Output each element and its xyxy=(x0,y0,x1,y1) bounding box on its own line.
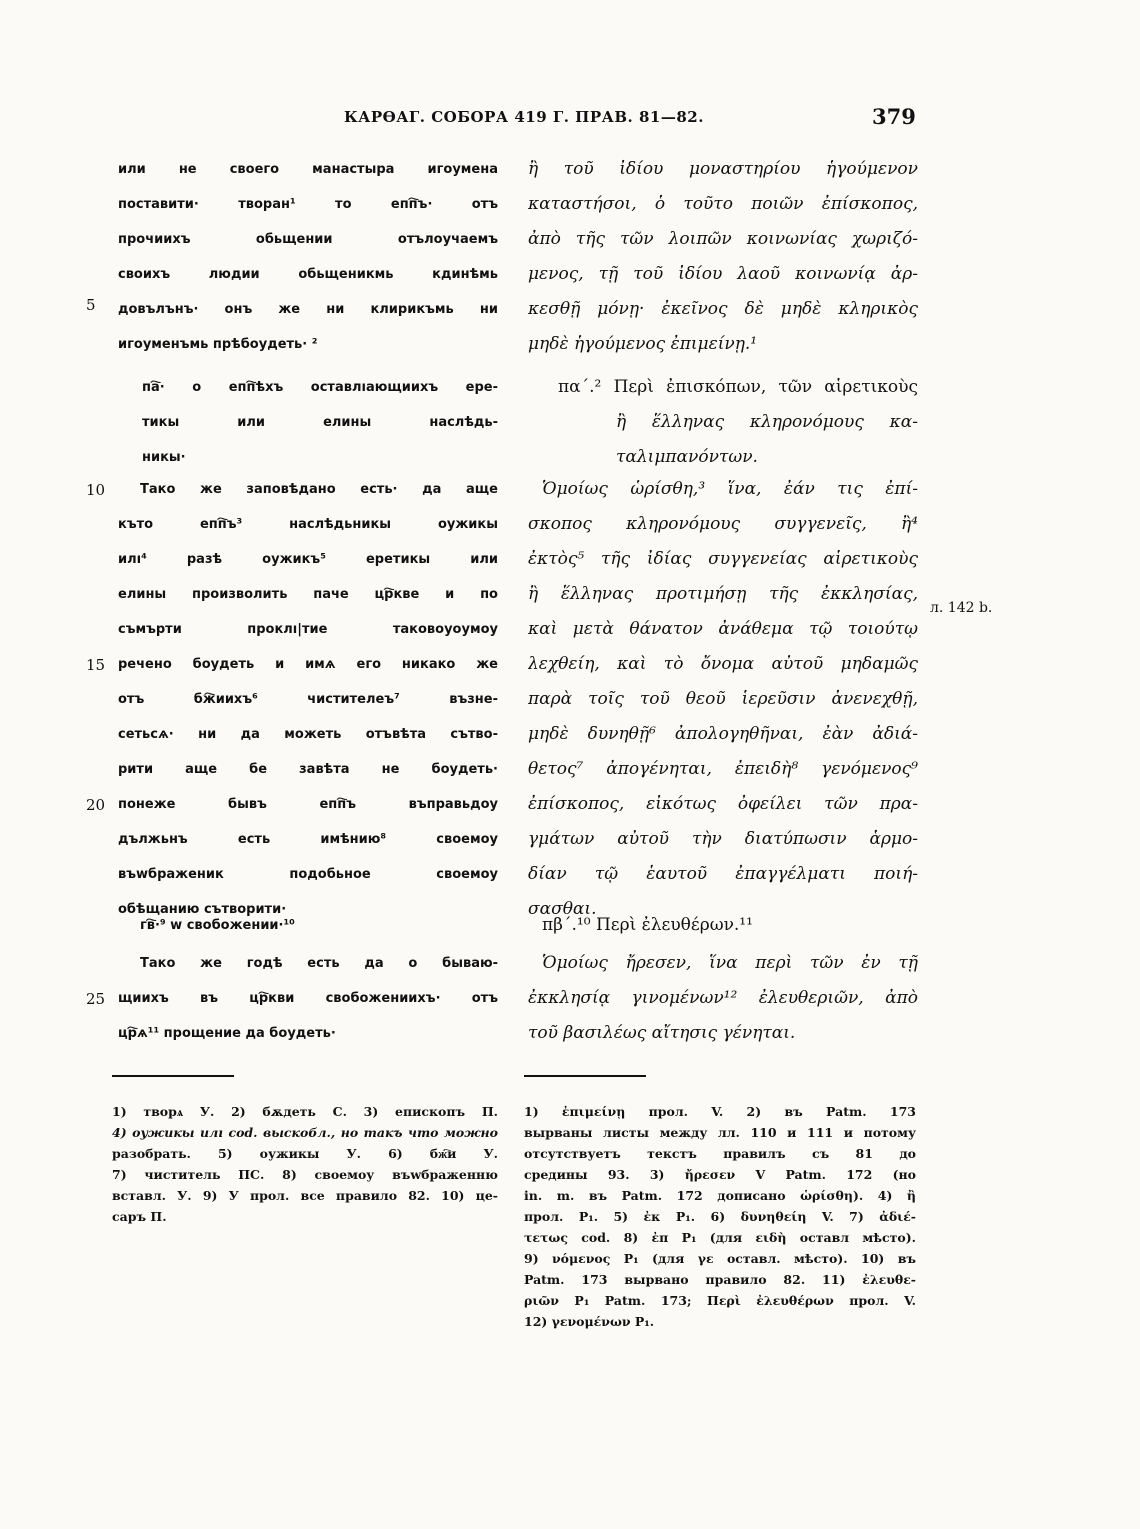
greek-line: λεχθείη, καὶ τὸ ὄνομα αὐτοῦ μηδαμῶς xyxy=(528,654,918,674)
slavonic-line: съмърти проклı|тие таковоуоумоу xyxy=(118,622,498,637)
slavonic-line: речено боудеть и имѧ его никако же xyxy=(118,657,498,672)
slavonic-line: илı⁴ разѣ оужикъ⁵ еретикы или xyxy=(118,552,498,567)
slavonic-line: поставити· творан¹ то епп҇ъ· отъ xyxy=(118,197,498,212)
footnote-line: τετως cod. 8) ἐπ P₁ (для ειδὴ оставл мѣсто). xyxy=(524,1230,916,1245)
slavonic-line: сетьсѧ· ни да можеть отъвѣта сътво- xyxy=(118,727,498,742)
greek-line: σασθαι. xyxy=(528,899,597,919)
slavonic-line: Тако же годѣ есть да о бываю- xyxy=(140,956,498,971)
slavonic-line: дължьнъ есть имѣнию⁸ своемоу xyxy=(118,832,498,847)
footnote-line: Patm. 173 вырвано правило 82. 11) ἐλευθε- xyxy=(524,1272,916,1287)
footnote-line: прол. P₁. 5) ἐκ P₁. 6) δυνηθείη V. 7) ἀδιέ- xyxy=(524,1209,916,1224)
greek-line: ἢ ἕλληνας προτιμήσῃ τῆς ἐκκλησίας, xyxy=(528,584,918,604)
slavonic-line: Тако же заповѣдано есть· да аще xyxy=(140,482,498,497)
footnote-line: in. m. въ Patm. 172 дописано ὡρίσθη). 4) ἢ xyxy=(524,1188,916,1203)
greek-line: θετος⁷ ἀπογένηται, ἐπειδὴ⁸ γενόμενος⁹ xyxy=(528,759,918,779)
greek-line: Ὁμοίως ὡρίσθη,³ ἵνα, ἐάν τις ἐπί- xyxy=(542,479,918,499)
slavonic-line: понеже бывъ епп҇ъ въправьдоу xyxy=(118,797,498,812)
footnote-line: отсутствуетъ текстъ правилъ съ 81 до xyxy=(524,1146,916,1161)
page-header xyxy=(0,104,1140,134)
line-number: 10 xyxy=(86,481,106,499)
footnote-line: разобрать. 5) оужикы У. 6) бж҇и У. xyxy=(112,1146,498,1161)
greek-line: κεσθῇ μόνῃ· ἐκεῖνος δὲ μηδὲ κληρικὸς xyxy=(528,299,918,319)
greek-line: ἐπίσκοπος, εἰκότως ὀφείλει τῶν πρα- xyxy=(528,794,918,814)
line-number: 5 xyxy=(86,296,96,314)
slavonic-line: довълънъ· онъ же ни клирикъмь ни xyxy=(118,302,498,317)
greek-line: ἐκκλησίᾳ γινομένων¹² ἐλευθεριῶν, ἀπὸ xyxy=(528,988,918,1008)
footnote-rule xyxy=(524,1075,646,1077)
greek-line: ἐκτὸς⁵ τῆς ἰδίας συγγενείας αἱρετικοὺς xyxy=(528,549,918,569)
footnote-line: 12) γενομένων P₁. xyxy=(524,1314,655,1329)
line-number: 25 xyxy=(86,990,106,1008)
footnote-rule xyxy=(112,1075,234,1077)
footnote-line: вырваны листы между лл. 110 и 111 и потому xyxy=(524,1125,916,1140)
greek-line: μηδὲ δυνηθῇ⁶ ἀπολογηθῆναι, ἐὰν ἀδιά- xyxy=(528,724,918,744)
slavonic-line: къто епп҇ъ³ наслѣдьникы оужикы xyxy=(118,517,498,532)
line-number: 20 xyxy=(86,796,106,814)
greek-line: καταστήσοι, ὁ τοῦτο ποιῶν ἐπίσκοπος, xyxy=(528,194,918,214)
slavonic-line: или не своего манастыра игоумена xyxy=(118,162,498,177)
line-number: 15 xyxy=(86,656,106,674)
greek-line: ἀπὸ τῆς τῶν λοιπῶν κοινωνίας χωριζό- xyxy=(528,229,918,249)
greek-line: τοῦ βασιλέως αἴτησις γένηται. xyxy=(528,1023,796,1043)
footnote-line: средины 93. 3) ἤρεσεν V Patm. 172 (но xyxy=(524,1167,916,1182)
slavonic-rule-heading: гв҇·⁹ w свобожении·¹⁰ xyxy=(140,918,295,933)
slavonic-rule-heading: тикы или елины наслѣдь- xyxy=(142,415,498,430)
slavonic-line: щиихъ въ цр҇кви свобожениихъ· отъ xyxy=(118,991,498,1006)
slavonic-rule-heading: никы· xyxy=(142,450,186,465)
slavonic-line: рити аще бе завѣта не боудеть· xyxy=(118,762,498,777)
folio-margin-note: л. 142 b. xyxy=(930,600,993,616)
footnote-line: ριῶν P₁ Patm. 173; Περὶ ἐλευθέρων прол. V. xyxy=(524,1293,916,1308)
slavonic-line: отъ бж҇иихъ⁶ чистителеъ⁷ възне- xyxy=(118,692,498,707)
greek-line: παρὰ τοῖς τοῦ θεοῦ ἱερεῦσιν ἀνενεχθῇ, xyxy=(528,689,918,709)
footnote-line: 7) чиститель ПС. 8) своемоу въwбраженню xyxy=(112,1167,498,1182)
greek-rule-heading: ταλιμπανόντων. xyxy=(616,447,758,467)
greek-line: ἢ τοῦ ἰδίου μοναστηρίου ἡγούμενον xyxy=(528,159,918,179)
greek-line: Ὁμοίως ἤρεσεν, ἵνα περὶ τῶν ἐν τῇ xyxy=(542,953,918,973)
running-title: КАРѲАГ. СОБОРА 419 Г. ПРАВ. 81—82. xyxy=(344,108,704,126)
footnote-line: саръ П. xyxy=(112,1209,167,1224)
greek-line: γμάτων αὐτοῦ τὴν διατύπωσιν ἁρμο- xyxy=(528,829,918,849)
footnote-line: 1) ἐπιμείνῃ прол. V. 2) въ Patm. 173 xyxy=(524,1104,916,1119)
footnote-line: вставл. У. 9) У прол. все правило 82. 10) це- xyxy=(112,1188,498,1203)
slavonic-line: игоуменъмь прѣбоудеть· ² xyxy=(118,337,318,352)
page-number: 379 xyxy=(872,104,916,129)
greek-rule-heading: πβ΄.¹⁰ Περὶ ἐλευθέρων.¹¹ xyxy=(542,915,753,935)
slavonic-line: своихъ людии обьщеникмь кдинѣмь xyxy=(118,267,498,282)
footnote-line: 1) творѧ У. 2) бѫдеть С. 3) епископъ П. xyxy=(112,1104,498,1119)
greek-footnotes xyxy=(524,1102,916,1333)
slavonic-footnotes xyxy=(112,1102,498,1228)
greek-line: σκοπος κληρονόμους συγγενεῖς, ἢ⁴ xyxy=(528,514,918,534)
greek-line: καὶ μετὰ θάνατον ἀνάθεμα τῷ τοιούτῳ xyxy=(528,619,918,639)
greek-rule-heading: ἢ ἕλληνας κληρονόμους κα- xyxy=(616,412,918,432)
greek-line: μηδὲ ἡγούμενος ἐπιμείνῃ.¹ xyxy=(528,334,758,354)
greek-line: δίαν τῷ ἑαυτοῦ ἐπαγγέλματι ποιή- xyxy=(528,864,918,884)
greek-rule-heading: πα΄.² Περὶ ἐπισκόπων, τῶν αἱρετικοὺς xyxy=(558,377,918,397)
slavonic-line: обѣщанию сътворити· xyxy=(118,902,287,917)
slavonic-line: цр҇ѧ¹¹ прощение да боудеть· xyxy=(118,1026,336,1041)
slavonic-line: прочиихъ обьщении отълоучаемъ xyxy=(118,232,498,247)
greek-line: μενος, τῇ τοῦ ἰδίου λαοῦ κοινωνίᾳ ἀρ- xyxy=(528,264,918,284)
slavonic-line: въwбраженик подобьное своемоу xyxy=(118,867,498,882)
slavonic-rule-heading: па҇· о епп҇ѣхъ оставлıающиихъ ере- xyxy=(142,380,498,395)
slavonic-line: елины произволить паче цр҇кве и по xyxy=(118,587,498,602)
footnote-line: 4) оужикы илı cod. выскобл., но такъ что можно xyxy=(112,1125,498,1140)
footnote-line: 9) νόμενος P₁ (для γε оставл. мѣсто). 10) въ xyxy=(524,1251,916,1266)
